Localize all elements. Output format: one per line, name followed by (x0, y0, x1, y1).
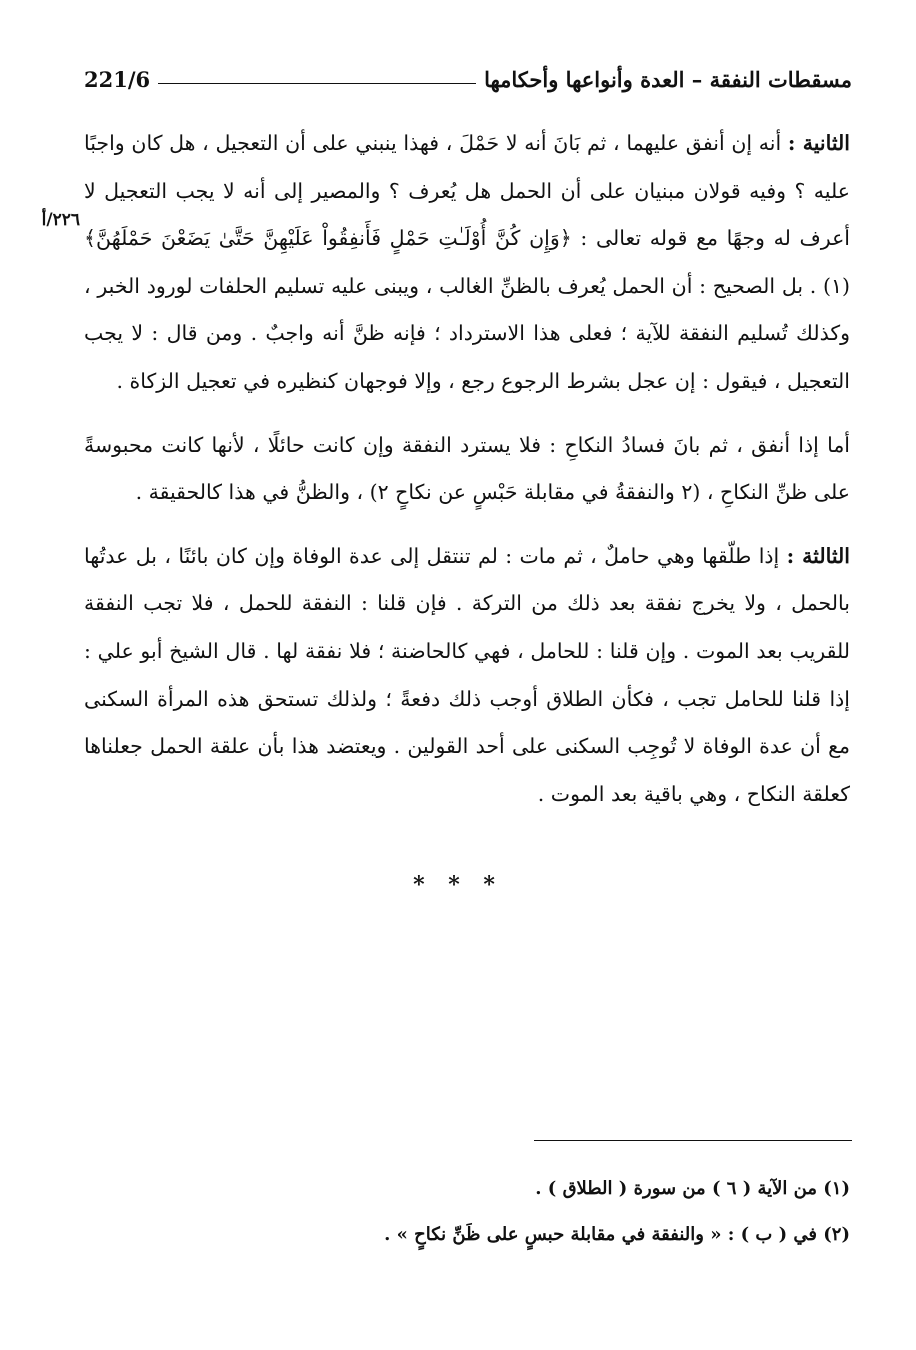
footnote-rule (534, 1140, 852, 1141)
margin-folio-note: ٢٢٦/أ (41, 210, 80, 230)
header-rule (158, 83, 476, 84)
footnotes (84, 1166, 850, 1258)
paragraph-third-issue (84, 533, 850, 819)
paragraph-term: الثالثة : (786, 543, 850, 568)
footnote-1: (١) من الآية ( ٦ ) من سورة ( الطلاق ) . (535, 1178, 850, 1199)
page-number: 221/6 (84, 67, 151, 92)
main-text (84, 120, 850, 834)
running-title: مسقطات النفقة – العدة وأنواعها وأحكامها (484, 67, 852, 92)
paragraph-second-issue (84, 120, 850, 406)
page-header (84, 58, 852, 92)
paragraph-invalid-marriage (84, 422, 850, 517)
paragraph-term: الثانية : (787, 131, 850, 155)
footnote-2: (٢) في ( ب ) : « والنفقة في مقابلة حبسٍ على ظَنِّ نكاحٍ » . (384, 1224, 850, 1245)
section-separator: * * * (413, 872, 503, 898)
paragraph-text: إذا طلّقها وهي حاملٌ ، ثم مات : لم تنتقل إلى عدة الوفاة وإن كان بائنًا ، بل عدتُها بالحمل ، ولا يخرج نفقة بعد ذلك من التركة . فإن قلنا : النفقة للحمل ، فلا تجب النفقة للقريب بعد الموت . وإن قلنا : للحامل ، فهي كالحاضنة ؛ فلا نفقة لها . قال الشيخ أبو علي : إذا قلنا للحامل تجب ، فكأن الطلاق أوجب ذلك دفعةً ؛ ولذلك تستحق هذه المرأة السكنى مع أن عدة الوفاة لا تُوجِب السكنى على أحد القولين . ويعتضد هذا بأن علقة الحمل جعلناها كعلقة النكاح ، وهي باقية بعد الموت . (84, 543, 850, 806)
paragraph-text: أنه إن أنفق عليهما ، ثم بَانَ أنه لا حَمْلَ ، فهذا ينبني على أن التعجيل ، هل كان واجبًا عليه ؟ وفيه قولان مبنيان على أن الحمل هل يُعرف ؟ والمصير إلى أنه لا يجب التعجيل لا أعرف له وجهًا مع قوله تعالى : ﴿وَإِن كُنَّ أُوْلَـٰتِ حَمْلٍ فَأَنفِقُواْ عَلَيْهِنَّ حَتَّىٰ يَضَعْنَ حَمْلَهُنَّ﴾ (١) . بل الصحيح : أن الحمل يُعرف بالظنِّ الغالب ، ويبنى عليه تسليم الحلفات لورود الخبر ، وكذلك تُسليم النفقة للآية ؛ فعلى هذا الاسترداد ؛ فإنه ظنَّ أنه واجبٌ . ومن قال : لا يجب التعجيل ، فيقول : إن عجل بشرط الرجوع رجع ، وإلا فوجهان كنظيره في تعجيل الزكاة . (84, 131, 850, 393)
paragraph-text: أما إذا أنفق ، ثم بانَ فسادُ النكاحِ : فلا يسترد النفقة وإن كانت حائلًا ، لأنها كانت محبوسةً على ظنِّ النكاحِ ، (٢ والنفقةُ في مقابلة حَبْسٍ عن نكاحٍ ٢) ، والظنُّ في هذا كالحقيقة . (84, 432, 850, 505)
